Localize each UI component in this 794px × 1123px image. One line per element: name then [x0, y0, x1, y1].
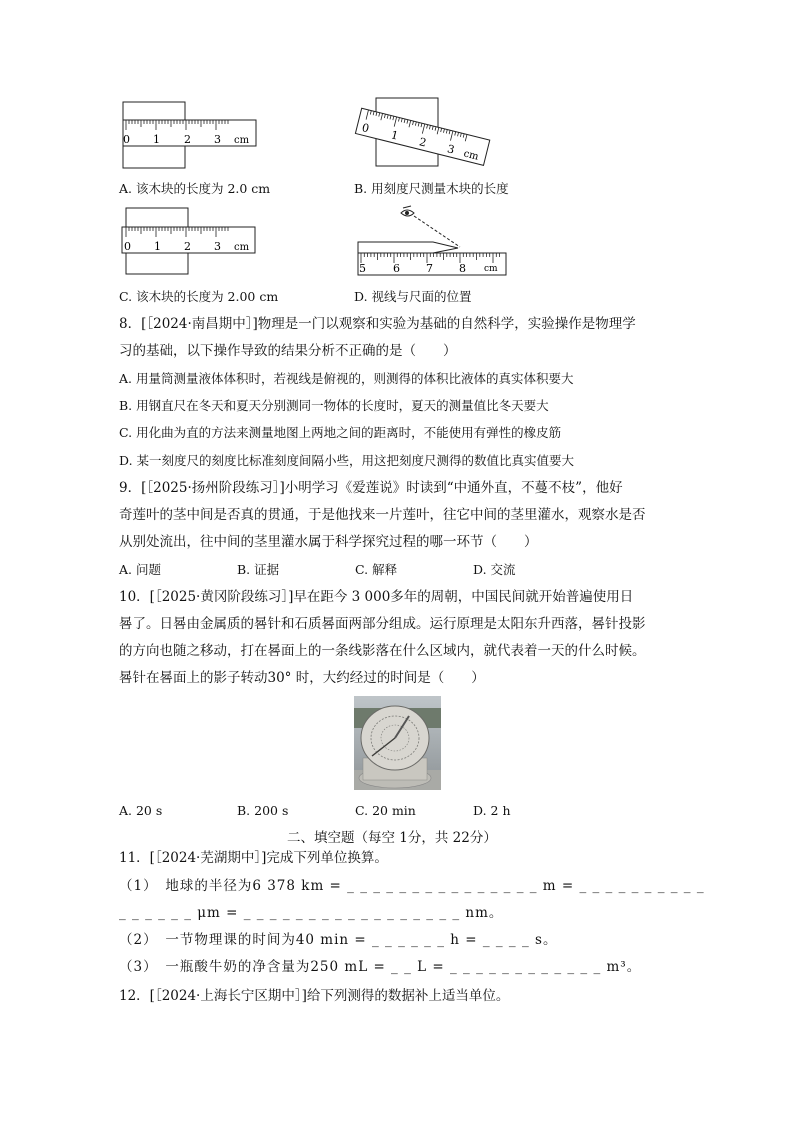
- ruler-b-label-1: 1: [389, 128, 400, 143]
- q11-stem: 11．[［2024·芜湖期中］]完成下列单位换算。: [119, 850, 388, 866]
- ruler-b-label-2: 2: [417, 135, 428, 150]
- q9-stem-line3: 从别处流出，往中间的茎里灌水属于科学探究过程的哪一环节（ ）: [119, 534, 538, 550]
- q9-stem-line2: 奇莲叶的茎中间是否真的贯通，于是他找来一片莲叶，往它中间的茎里灌水，观察水是否: [119, 507, 646, 523]
- ruler-d-label-cm: cm: [484, 264, 498, 274]
- q11-line-2: （2） 一节物理课的时间为40 min = _ _ _ _ _ _ h = _ _ _ _ s。: [119, 932, 558, 948]
- section-title: 二、填空题（每空 1分，共 22分）: [287, 830, 497, 846]
- ruler-c-label-1: 1: [154, 240, 161, 253]
- ruler-a-label-3: 3: [214, 133, 221, 146]
- ruler-c-label-3: 3: [214, 240, 221, 253]
- q8-option-b: B. 用钢直尺在冬天和夏天分别测同一物体的长度时，夏天的测量值比冬天要大: [119, 398, 549, 413]
- ruler-a-label-cm: cm: [234, 135, 250, 146]
- q8-option-a: A. 用量筒测量液体体积时，若视线是俯视的，则测得的体积比液体的真实体积要大: [119, 371, 574, 386]
- ruler-a-label-0: 0: [123, 133, 130, 146]
- ruler-c-label-cm: cm: [234, 242, 250, 253]
- ruler-a-label-1: 1: [153, 133, 160, 146]
- q11-line-3: （3） 一瓶酸牛奶的净含量为250 mL = _ _ L = _ _ _ _ _ _ _ _ _ _ _ _ m³。: [119, 959, 642, 975]
- ruler-b-label-cm: cm: [462, 148, 480, 163]
- ruler-b-label-3: 3: [445, 142, 456, 157]
- q9-stem-line1: 9．[［2025·扬州阶段练习］]小明学习《爱莲说》时读到“中通外直，不蔓不枝”，他好: [119, 480, 623, 496]
- q10-option-c: C. 20 min: [355, 803, 416, 818]
- ruler-b-label-0: 0: [360, 121, 371, 136]
- ruler-d-label-8: 8: [459, 262, 466, 275]
- ruler-d-label-6: 6: [393, 262, 400, 275]
- q8-option-d: D. 某一刻度尺的刻度比标准刻度间隔小些，用这把刻度尺测得的数值比真实值要大: [119, 453, 575, 468]
- q10-stem-line4: 晷针在晷面上的影子转动30° 时，大约经过的时间是（ ）: [119, 670, 485, 686]
- q7-option-d: D. 视线与尺面的位置: [354, 289, 472, 304]
- q8-option-c: C. 用化曲为直的方法来测量地图上两地之间的距离时，不能使用有弹性的橡皮筋: [119, 425, 562, 440]
- q8-stem-line1: 8．[［2024·南昌期中］]物理是一门以观察和实验为基础的自然科学，实验操作是物理学: [119, 316, 636, 332]
- q10-stem-line3: 的方向也随之移动，打在晷面上的一条线影落在什么区域内，就代表着一天的什么时候。: [119, 643, 646, 659]
- ruler-c-label-2: 2: [184, 240, 191, 253]
- q10-stem-line1: 10．[［2025·黄冈阶段练习］]早在距今 3 000多年的周朝，中国民间就开始普遍使用日: [119, 589, 634, 605]
- q9-option-c: C. 解释: [355, 562, 398, 577]
- q12-stem: 12．[［2024·上海长宁区期中］]给下列测得的数据补上适当单位。: [119, 988, 510, 1004]
- q9-option-b: B. 证据: [237, 562, 280, 577]
- ruler-a-label-2: 2: [184, 133, 191, 146]
- q9-option-d: D. 交流: [473, 562, 516, 577]
- ruler-d-label-7: 7: [426, 262, 433, 275]
- q9-option-a: A. 问题: [119, 562, 161, 577]
- q7-option-a: A. 该木块的长度为 2.0 cm: [119, 181, 271, 196]
- q10-stem-line2: 晷了。日晷由金属质的晷针和石质晷面两部分组成。运行原理是太阳东升西落，晷针投影: [119, 616, 646, 632]
- q7-option-c: C. 该木块的长度为 2.00 cm: [119, 289, 279, 304]
- q11-line-1a: （1） 地球的半径为6 378 km = _ _ _ _ _ _ _ _ _ _ _ _ _ _ _ m = _ _ _ _ _ _ _ _ _ _: [119, 878, 705, 894]
- q10-option-d: D. 2 h: [473, 803, 511, 818]
- ruler-d-label-5: 5: [359, 262, 366, 275]
- q10-option-b: B. 200 s: [237, 803, 289, 818]
- q11-line-1b: _ _ _ _ _ _ μm = _ _ _ _ _ _ _ _ _ _ _ _ _ _ _ _ _ nm。: [119, 905, 504, 921]
- ruler-c-label-0: 0: [124, 240, 131, 253]
- q8-stem-line2: 习的基础，以下操作导致的结果分析不正确的是（ ）: [119, 343, 457, 359]
- q7-option-b: B. 用刻度尺测量木块的长度: [354, 181, 509, 196]
- q10-option-a: A. 20 s: [119, 803, 163, 818]
